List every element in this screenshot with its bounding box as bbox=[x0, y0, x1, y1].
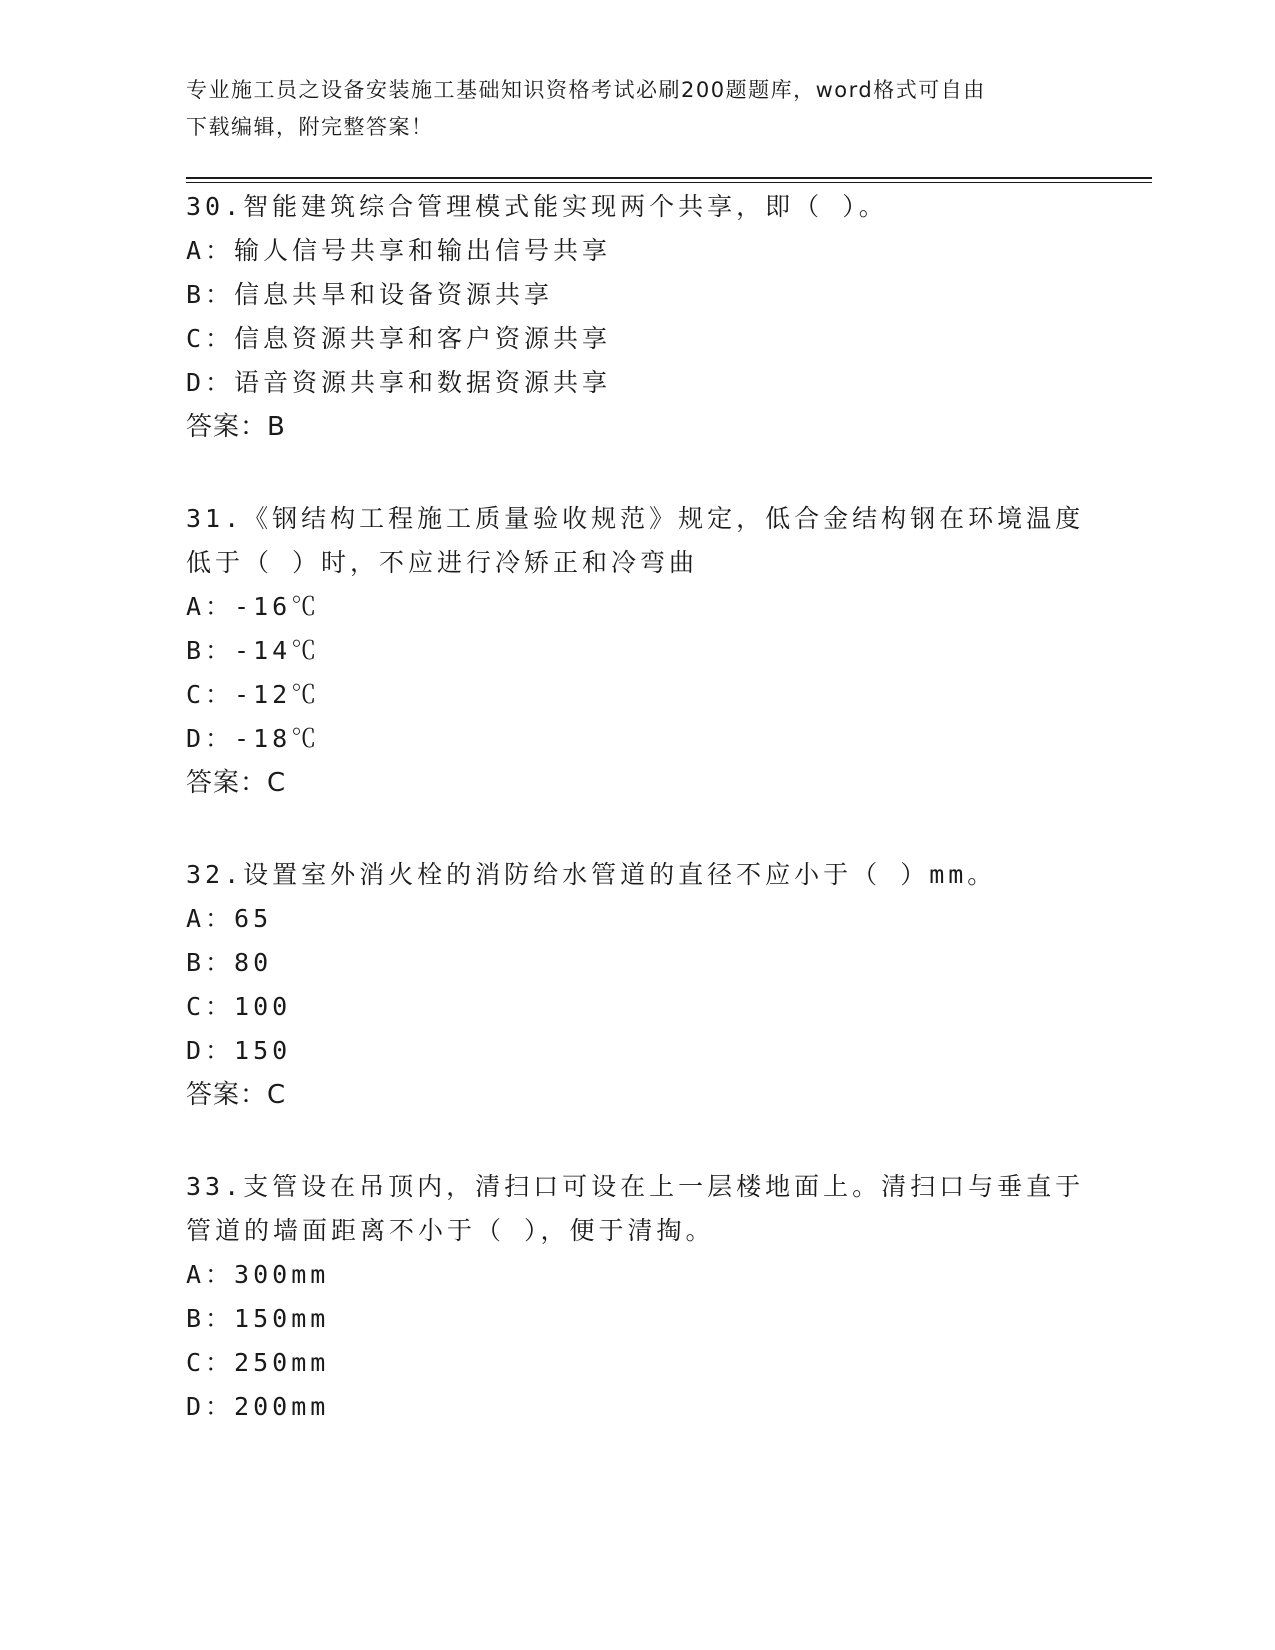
header-line-1: 专业施工员之设备安装施工基础知识资格考试必刷200题题库，word格式可自由 bbox=[186, 78, 986, 102]
question-30-option-d: D：语音资源共享和数据资源共享 bbox=[186, 368, 612, 397]
question-31-stem-line-2: 低于（ ）时，不应进行冷矫正和冷弯曲 bbox=[186, 548, 699, 577]
question-32-answer: 答案：C bbox=[186, 1080, 287, 1110]
question-30-answer: 答案：B bbox=[186, 412, 286, 442]
question-33-stem-line-1: 33.支管设在吊顶内，清扫口可设在上一层楼地面上。清扫口与垂直于 bbox=[186, 1172, 1085, 1201]
header-line-2: 下载编辑，附完整答案！ bbox=[186, 115, 434, 139]
question-31-option-c: C：-12℃ bbox=[186, 680, 321, 709]
question-31-option-b: B：-14℃ bbox=[186, 636, 321, 665]
question-31-option-d: D：-18℃ bbox=[186, 724, 321, 753]
question-31-stem-line-1: 31.《钢结构工程施工质量验收规范》规定，低合金结构钢在环境温度 bbox=[186, 504, 1085, 533]
document-header bbox=[186, 72, 1066, 146]
question-31-answer: 答案：C bbox=[186, 768, 287, 798]
header-divider-thin bbox=[186, 182, 1152, 183]
header-divider-thick bbox=[186, 177, 1152, 179]
question-32-option-c: C：100 bbox=[186, 992, 292, 1021]
question-32-option-a: A：65 bbox=[186, 904, 273, 933]
question-32-option-b: B：80 bbox=[186, 948, 273, 977]
question-32-stem: 32.设置室外消火栓的消防给水管道的直径不应小于（ ）mm。 bbox=[186, 860, 997, 889]
question-30-option-a: A：输人信号共享和输出信号共享 bbox=[186, 236, 612, 265]
question-33-option-b: B：150mm bbox=[186, 1304, 330, 1333]
question-30-option-c: C：信息资源共享和客户资源共享 bbox=[186, 324, 612, 353]
question-32-option-d: D：150 bbox=[186, 1036, 292, 1065]
question-30-stem: 30.智能建筑综合管理模式能实现两个共享，即（ ）。 bbox=[186, 192, 888, 221]
question-30-option-b: B：信息共旱和设备资源共享 bbox=[186, 280, 554, 309]
question-33-option-c: C：250mm bbox=[186, 1348, 330, 1377]
question-33-option-a: A：300mm bbox=[186, 1260, 330, 1289]
question-33-stem-line-2: 管道的墙面距离不小于（ ），便于清掏。 bbox=[186, 1216, 715, 1245]
question-33-option-d: D：200mm bbox=[186, 1392, 330, 1421]
question-31-option-a: A：-16℃ bbox=[186, 592, 321, 621]
